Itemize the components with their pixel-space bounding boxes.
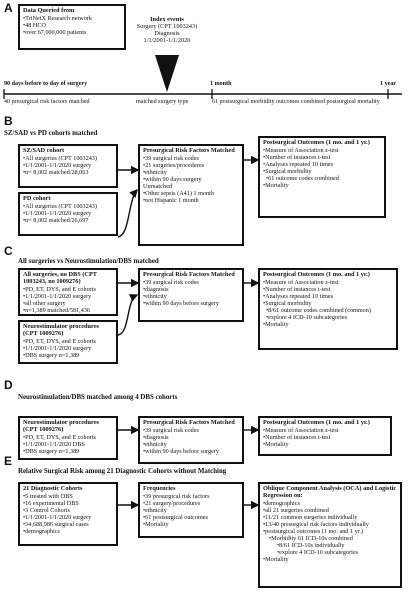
list-item: • over 67,000,000 patients: [23, 29, 121, 36]
risk-factors-title: Presurgical Risk Factors Matched: [143, 419, 235, 426]
panel-e-letter: E: [4, 454, 13, 468]
timeline-left-text: 40 presurgical risk factors matched: [4, 99, 90, 105]
pd-cohort-box: [18, 192, 118, 236]
list-item: • ethnicity: [143, 441, 239, 448]
list-item: • Analyses repeated 10 times: [263, 293, 393, 300]
panel-b-title: SZ/SAD vs PD cohorts matched: [4, 130, 98, 137]
outcomes-title: Postsurgical Outcomes (1 mo. and 1 yr.): [263, 271, 370, 278]
list-item: • within 90 days before surgery: [143, 300, 239, 307]
panel-b-outcomes-box: [258, 136, 386, 218]
panel-b-risk-factors-box: [138, 144, 244, 246]
list-item: • PD, ET, DYS, and E cohorts: [23, 434, 113, 441]
list-item: • DBS surgery n=1,389: [23, 352, 113, 359]
list-item: • 1/1/2001-1/1/2020 surgery: [23, 162, 113, 169]
list-item: • Measure of Association z-test: [263, 147, 381, 154]
list-item: • 1/1/2001-1/1/2020 DBS: [23, 441, 113, 448]
unmatched-label: Unmatched: [143, 183, 173, 191]
panel-d-outcomes-box: [258, 416, 392, 456]
list-item: • Mortality: [263, 556, 397, 563]
list-item: • ethnicity: [143, 169, 239, 176]
panel-b-letter: B: [4, 114, 13, 128]
list-item: • 39 surgical risk codes: [143, 279, 239, 286]
list-item: • n= 8,002 matched/28,063: [23, 169, 113, 176]
neurostim-cohort-box: [18, 320, 118, 364]
list-item: • diagnosis: [143, 434, 239, 441]
panel-c-letter: C: [4, 244, 13, 258]
list-item: • Surgical morbidity: [263, 168, 381, 175]
list-item: • within 90 days before surgery: [143, 448, 239, 455]
list-item: • 1/1/2001-1/1/2020 surgery: [23, 345, 113, 352]
frequencies-box: [138, 482, 244, 538]
panel-c-outcomes-box: [258, 268, 398, 350]
timeline-start-label: 90 days before to day of surgery: [4, 81, 88, 87]
panel-c-risk-factors-box: [138, 268, 244, 322]
panel-d-title: Neurostimulation/DBS matched among 4 DBS cohorts: [18, 394, 178, 401]
list-item: • 21 surgeries/procedures: [143, 162, 239, 169]
list-item: • 1/1/2001-1/1/2020 surgery: [23, 514, 113, 521]
list-item: • 16 experimental DBS: [23, 500, 113, 507]
index-events-line: Surgery (CPT 1003243): [136, 23, 198, 31]
list-item: • 61 outcome codes combined: [263, 175, 381, 182]
diagnostic-cohorts-title: 21 Diagnostic Cohorts: [23, 485, 83, 492]
list-item: • demographics: [23, 528, 113, 535]
index-events-line: 1/1/2001-1/1/2020: [143, 37, 191, 45]
timeline-mid-text: matched surgery type: [136, 99, 189, 105]
risk-factors-title: Presurgical Risk Factors Matched: [143, 271, 235, 278]
panel-d-risk-factors-box: [138, 416, 244, 464]
sz-sad-cohort-title: SZ/SAD cohort: [23, 147, 65, 154]
list-item: • Other sepsis (A41) 1 month: [143, 190, 239, 197]
frequencies-title: Frequencies: [143, 485, 176, 492]
list-item: • 13/40 presurgical risk factors individually: [263, 521, 397, 528]
pd-cohort-title: PD cohort: [23, 195, 51, 202]
list-item: • 3 Control Cohorts: [23, 507, 113, 514]
list-item: • Measure of Association z-test: [263, 279, 393, 286]
list-item: • Analyses repeated 10 times: [263, 161, 381, 168]
dbs-cohort-box: [18, 416, 118, 460]
panel-e-title: Relative Surgical Risk among 21 Diagnostic Cohorts without Matching: [18, 468, 227, 475]
list-item: • Mortality: [263, 441, 387, 448]
list-item: • ethnicity: [143, 293, 239, 300]
list-item: • 1/1/2001-1/1/2020 surgery: [23, 210, 113, 217]
timeline-one-year-label: 1 year: [380, 81, 397, 87]
no-dbs-cohort-title: All surgeries, no DBS (CPT 1003243, no 1009276): [23, 271, 97, 285]
diagnostic-cohorts-box: [18, 482, 118, 546]
panel-c-title: All surgeries vs Neurostimulation/DBS matched: [18, 258, 159, 265]
index-events: [128, 16, 206, 44]
outcomes-title: Postsurgical Outcomes (1 mo. and 1 yr.): [263, 419, 370, 426]
oca-title: Oblique Component Analysis (OCA) and Logistic Regression on:: [263, 485, 397, 499]
list-item: • 34,688,986 surgical cases: [23, 521, 113, 528]
list-item: • All surgeries (CPT 1003243): [23, 155, 113, 162]
risk-factors-title: Presurgical Risk Factors Matched: [143, 147, 235, 154]
index-event-marker: [155, 55, 179, 92]
panel-d-letter: D: [4, 378, 13, 392]
data-query-title: Data Queried from: [23, 7, 75, 14]
list-item: • 1/1/2001-1/1/2020 surgery: [23, 293, 113, 300]
sz-sad-cohort-box: [18, 144, 118, 188]
neurostim-cohort-title: Neurostimulator procedures (CPT 1009276): [23, 323, 99, 337]
list-item: • Number of instances t-test: [263, 434, 387, 441]
list-item: • all other surgery: [23, 300, 113, 307]
list-item: • 39 surgical risk codes: [143, 427, 239, 434]
timeline-one-month-label: 1 month: [210, 81, 232, 87]
list-item: • Mortality: [143, 521, 239, 528]
list-item: • PD, ET, DYS, and E cohorts: [23, 286, 113, 293]
list-item: • diagnosis: [143, 286, 239, 293]
list-item: • ethnicity: [143, 507, 239, 514]
list-item: • 39 presurgical risk factors: [143, 493, 239, 500]
list-item: • all 21 surgeries combined: [263, 507, 397, 514]
list-item: • 21 surgery/procedures: [143, 500, 239, 507]
list-item: • postsurgical outcomes (1 mo. and 1 yr.): [263, 528, 397, 535]
list-item: • 61 postsurgical outcomes: [143, 514, 239, 521]
dbs-cohort-title: Neurostimulator procedures (CPT 1009276): [23, 419, 99, 433]
list-item: • explore 4 ICD-10 subcategories: [263, 549, 397, 556]
list-item: • 39 surgical risk codes: [143, 155, 239, 162]
oca-box: [258, 482, 402, 588]
list-item: • Number of instances t-test: [263, 154, 381, 161]
list-item: • not Hispanic 1 month: [143, 197, 239, 204]
list-item: • Morbidity 61 ICD-10s combined: [263, 535, 397, 542]
list-item: • Mortality: [263, 321, 393, 328]
list-item: • Surgical morbidity: [263, 300, 393, 307]
list-item: • n= 8,002 matched/26,697: [23, 217, 113, 224]
no-dbs-cohort-box: [18, 268, 118, 316]
list-item: • PD, ET, DYS, and E cohorts: [23, 338, 113, 345]
index-events-line: Diagnosis: [154, 30, 180, 38]
list-item: • explore 4 ICD-10 subcategories: [263, 314, 393, 321]
list-item: • DBS surgery n=1,389: [23, 448, 113, 455]
list-item: • demographics: [263, 500, 397, 507]
list-item: • Number of instances t-test: [263, 286, 393, 293]
list-item: • n=1,389 matched/581,436: [23, 307, 113, 314]
panel-a-letter: A: [4, 1, 13, 15]
list-item: • 8/61 ICD-10s individually: [263, 542, 397, 549]
list-item: • 5 treated with DBS: [23, 493, 113, 500]
list-item: • within 90 days surgery: [143, 176, 239, 183]
outcomes-title: Postsurgical Outcomes (1 mo. and 1 yr.): [263, 139, 370, 146]
list-item: • Measure of Association z-test: [263, 427, 387, 434]
list-item: • Mortality: [263, 182, 381, 189]
timeline-right-text: 61 postsurgical morbidity outcomes combined postsurgical mortality: [212, 99, 380, 105]
index-events-title: Index events: [150, 16, 184, 23]
list-item: • 8/61 outcome codes combined (common): [263, 307, 393, 314]
list-item: • All surgeries (CPT 1003243): [23, 203, 113, 210]
list-item: • TriNetX Research network: [23, 15, 121, 22]
list-item: • 48 HCO: [23, 22, 121, 29]
list-item: • 11/21 common surgeries individually: [263, 514, 397, 521]
data-query-box: [18, 4, 126, 50]
